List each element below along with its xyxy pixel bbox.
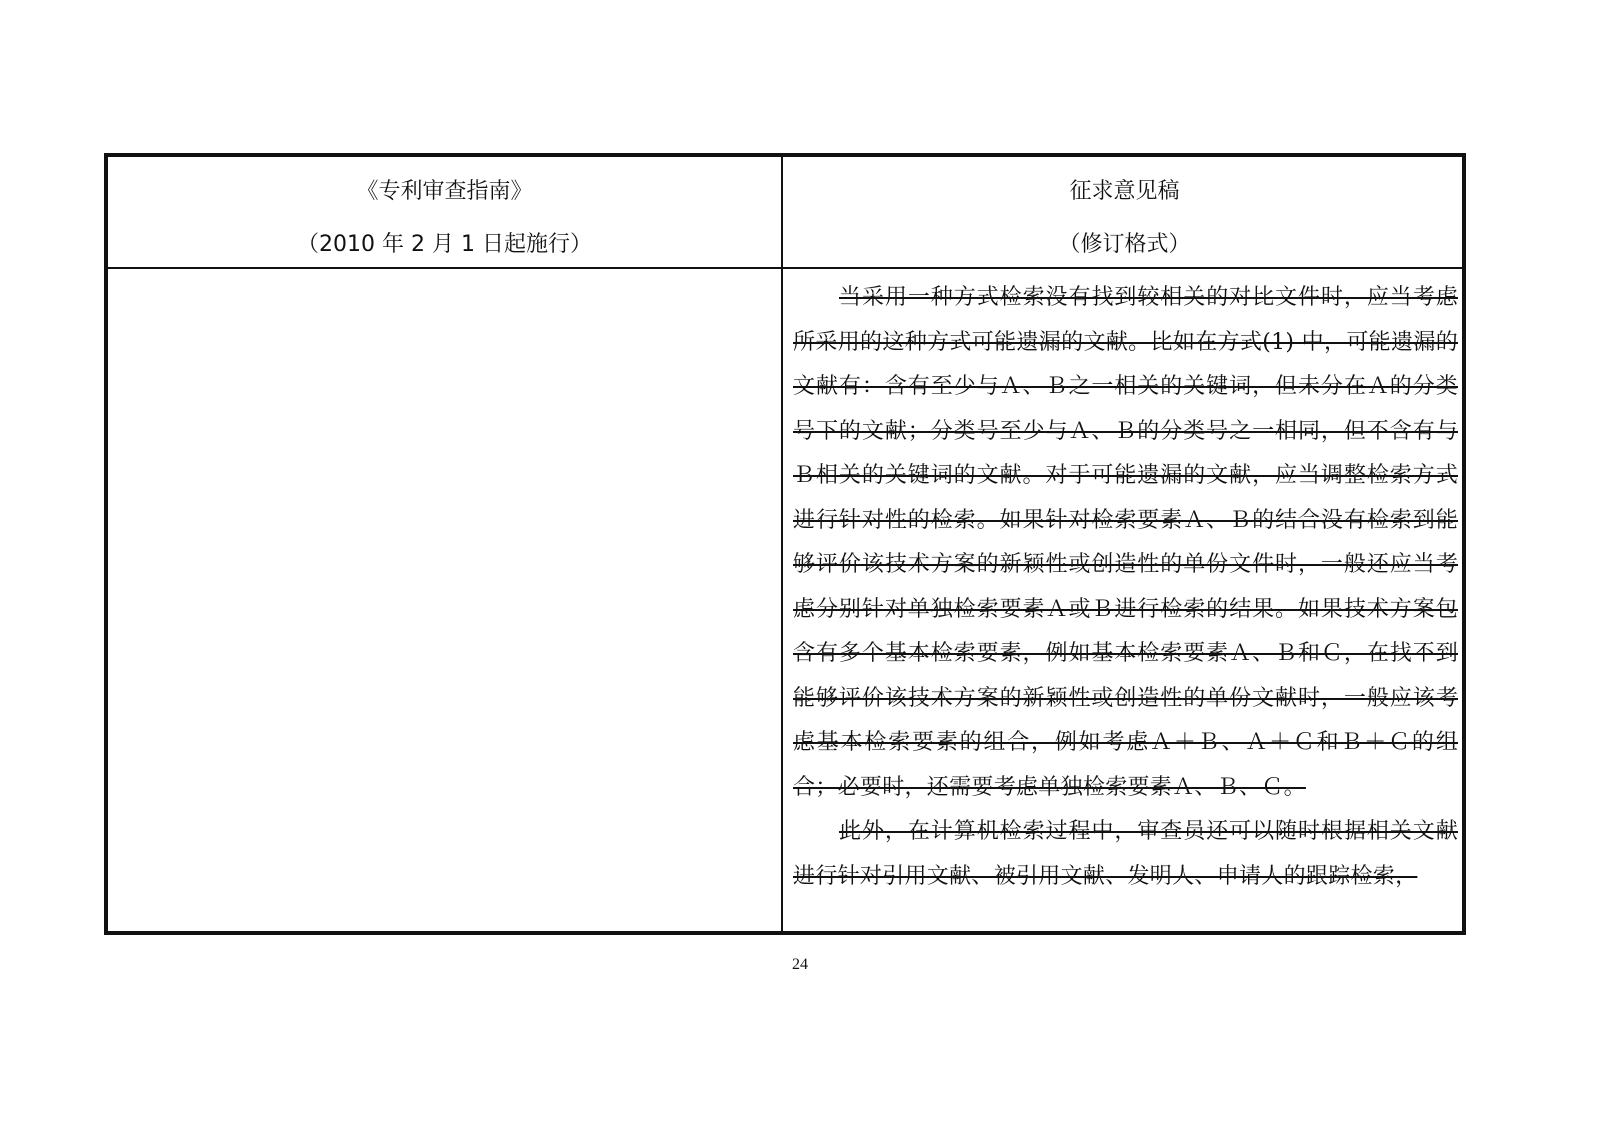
- right-column-header: [783, 157, 1466, 267]
- struck-paragraph-1: 当采用一种方式检索没有找到较相关的对比文件时，应当考虑所采用的这种方式可能遗漏的文献。比如在方式(1) 中，可能遗漏的文献有：含有至少与Ａ、Ｂ之一相关的关键词，但未分在Ａ的分类号下的文献；分类号至少与Ａ、Ｂ的分类号之一相同，但不含有与Ｂ相关的关键词的文献。对于可能遗漏的文献，应当调整检索方式进行针对性的检索。如果针对检索要素Ａ、Ｂ的结合没有检索到能够评价该技术方案的新颖性或创造性的单份文件时，一般还应当考虑分别针对单独检索要素Ａ或Ｂ进行检索的结果。如果技术方案包含有多个基本检索要素，例如基本检索要素Ａ、Ｂ和Ｃ，在找不到能够评价该技术方案的新颖性或创造性的单份文献时，一般应该考虑基本检索要素的组合，例如考虑Ａ＋Ｂ、Ａ＋Ｃ和Ｂ＋Ｃ的组合；必要时，还需要考虑单独检索要素Ａ、Ｂ、Ｃ。: [793, 285, 1458, 800]
- right-header-subtitle: （修订格式）: [1058, 232, 1191, 257]
- left-header-subtitle: （2010 年 2 月 1 日起施行）: [297, 232, 592, 257]
- page-number: 24: [792, 956, 808, 973]
- left-header-title: 《专利审查指南》: [356, 179, 533, 204]
- right-column-body: [783, 269, 1466, 931]
- left-column-body: [108, 269, 781, 931]
- left-column-header: [108, 157, 781, 267]
- comparison-table: [104, 153, 1466, 935]
- struck-paragraph-2: 此外，在计算机检索过程中，审查员还可以随时根据相关文献进行针对引用文献、被引用文献、发明人、申请人的跟踪检索，: [793, 819, 1458, 889]
- right-header-title: 征求意见稿: [1069, 179, 1180, 204]
